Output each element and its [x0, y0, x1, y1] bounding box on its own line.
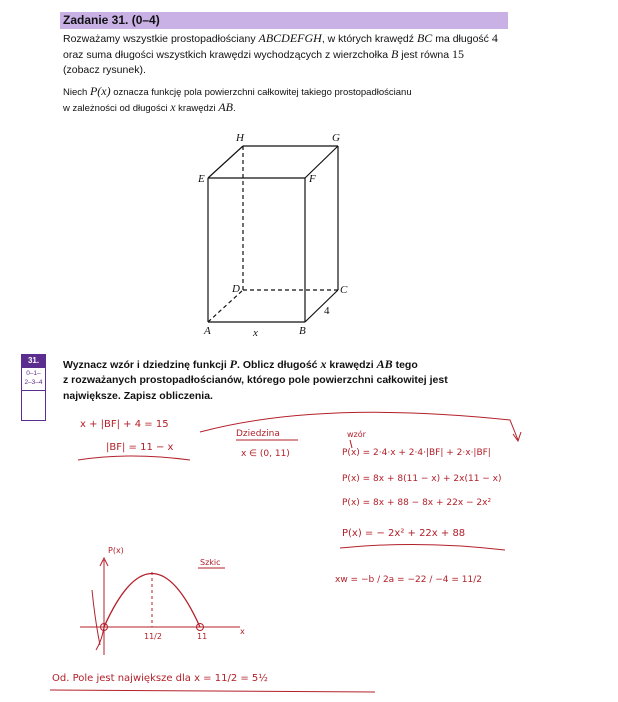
question-line-1: Wyznacz wzór i dziedzinę funkcji P. Oblicz długość x krawędzi AB tego	[63, 357, 418, 371]
underline-p4	[340, 544, 505, 550]
label-G: G	[332, 132, 340, 144]
label-4: 4	[324, 305, 330, 317]
hw-dziedzina-title: Dziedzina	[236, 429, 280, 439]
hw-graph-tick1: 11/2	[144, 632, 162, 641]
intro-line-3: (zobacz rysunek).	[63, 64, 146, 76]
underline-answer	[50, 690, 375, 692]
hw-p3: P(x) = 8x + 88 − 8x + 22x − 2x²	[342, 498, 492, 508]
task-title: Zadanie 31. (0–4)	[63, 13, 160, 27]
intro-line-1: Rozważamy wszystkie prostopadłościany ABCDEFGH, w których krawędź BC ma długość 4	[63, 31, 498, 45]
hw-graph-axis-x: x	[240, 627, 245, 636]
label-B: B	[299, 325, 306, 337]
graph-left-curve	[92, 590, 100, 645]
hw-dziedzina-value: x ∈ (0, 11)	[241, 449, 290, 459]
hw-p4: P(x) = − 2x² + 22x + 88	[342, 528, 466, 539]
niech-line-2: w zależności od długości x krawędzi AB.	[63, 100, 236, 114]
intro-line-2: oraz suma długości wszystkich krawędzi wychodzących z wierzchołka B jest równa 15	[63, 47, 465, 61]
underline-eq2	[78, 456, 190, 460]
label-x: x	[253, 327, 258, 339]
score-points: 0–1– 2–3–4	[24, 370, 43, 386]
label-A: A	[204, 325, 211, 337]
hw-xw: xw = −b / 2a = −22 / −4 = 11/2	[335, 575, 482, 585]
hw-p2: P(x) = 8x + 8(11 − x) + 2x(11 − x)	[342, 474, 502, 484]
niech-line-1: Niech P(x) oznacza funkcję pola powierzchni całkowitej takiego prostopadłościanu	[63, 84, 412, 98]
question-line-2: z rozważanych prostopadłościanów, którego pole powierzchni całkowitej jest	[63, 374, 448, 386]
edge-EH	[208, 146, 243, 178]
graph-parabola	[104, 574, 200, 628]
question-line-3: największe. Zapisz obliczenia.	[63, 390, 213, 402]
hw-graph-label: P(x)	[108, 546, 124, 555]
hw-wzor-title: wzór	[347, 430, 366, 439]
hw-graph-tick2: 11	[197, 632, 208, 641]
hw-eq2: |BF| = 11 − x	[106, 442, 174, 453]
label-C: C	[340, 284, 348, 296]
hw-answer: Od. Pole jest największe dla x = 11/2 = 5½	[52, 673, 268, 684]
cuboid-figure	[208, 146, 338, 322]
edge-BC	[305, 290, 338, 322]
label-D: D	[232, 283, 240, 295]
arrow-small	[350, 440, 352, 448]
label-F: F	[309, 173, 316, 185]
label-H: H	[236, 132, 244, 144]
task-number-badge: 31.	[21, 354, 46, 367]
hw-szkic: Szkic	[200, 558, 221, 567]
hw-eq1: x + |BF| + 4 = 15	[80, 419, 169, 430]
label-E: E	[198, 173, 205, 185]
hw-p1: P(x) = 2·4·x + 2·4·|BF| + 2·x·|BF|	[342, 448, 491, 458]
